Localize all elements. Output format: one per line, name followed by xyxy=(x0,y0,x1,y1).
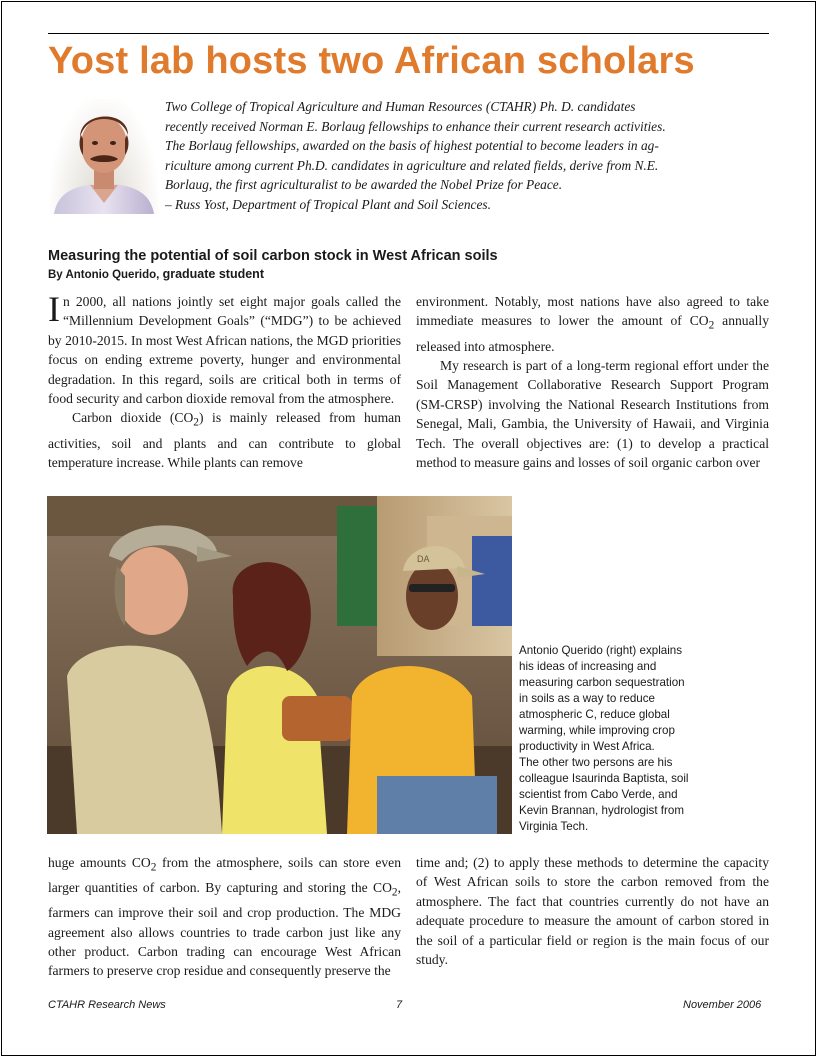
caption-line: The other two persons are his xyxy=(519,756,673,769)
paragraph-text: from the atmosphere, soils can store even larger quantities of carbon. By capturing and storing the CO xyxy=(48,855,401,896)
caption-line: Kevin Brannan, hydrologist from xyxy=(519,804,684,817)
caption-line: in soils as a way to reduce xyxy=(519,692,655,705)
paragraph: My research is part of a long-term regional effort under the Soil Management Collaborative Research Support Program (SM-CRSP) involving the National Research Institutions from Senegal, Mali, Gambia, the University of Hawaii, and Virginia Tech. The overall objectives are: (1) to develop a practical method to measure gains and losses of soil organic carbon over xyxy=(416,357,769,470)
subscript: 2 xyxy=(193,417,199,430)
caption-line: warming, while improving crop xyxy=(519,724,675,737)
paragraph-text: huge amounts CO xyxy=(48,855,151,870)
paragraph xyxy=(48,853,401,981)
header-rule xyxy=(48,33,769,34)
subscript: 2 xyxy=(391,886,398,899)
drop-cap: I xyxy=(48,289,60,329)
article-column-3 xyxy=(48,853,401,981)
paragraph-text: n 2000, all nations jointly set eight major goals called the “Millennium Development Goals” (“MDG”) to be achieved by 2010-2015. In most West African nations, the MGD priorities focus on ending extreme poverty, hunger and environmental degradation. In this regard, soils are critical both in terms of food security and carbon dioxide removal from the atmosphere. xyxy=(48,294,401,407)
article-column-1 xyxy=(48,289,401,472)
footer-publication: CTAHR Research News xyxy=(48,999,166,1011)
byline-author: By Antonio Querido, xyxy=(48,269,163,281)
intro-attribution: – Russ Yost, Department of Tropical Plant and Soil Sciences. xyxy=(165,196,491,212)
intro-line: recently received Norman E. Borlaug fellowships to enhance their current research activities. xyxy=(165,118,666,134)
subscript: 2 xyxy=(150,861,157,874)
subscript: 2 xyxy=(708,320,715,333)
cap-lettering: DA xyxy=(417,554,430,564)
caption-line: measuring carbon sequestration xyxy=(519,676,685,689)
byline-role: graduate student xyxy=(162,267,264,281)
article-title: Measuring the potential of soil carbon stock in West African soils xyxy=(48,248,498,264)
byline xyxy=(48,267,264,281)
field-photo xyxy=(47,496,512,834)
article-column-4 xyxy=(416,853,769,969)
page-title: Yost lab hosts two African scholars xyxy=(48,40,695,82)
intro-line: Two College of Tropical Agriculture and Human Resources (CTAHR) Ph. D. candidates xyxy=(165,99,636,114)
paragraph xyxy=(48,289,401,408)
paragraph xyxy=(416,292,769,356)
intro-blurb xyxy=(165,97,773,214)
caption-line: atmospheric C, reduce global xyxy=(519,708,670,721)
caption-line: productivity in West Africa. xyxy=(519,740,655,753)
footer-page-number: 7 xyxy=(396,999,403,1011)
caption-line: his ideas of increasing and xyxy=(519,660,657,673)
caption-line: Antonio Querido (right) explains xyxy=(519,644,683,657)
article-column-2 xyxy=(416,292,769,472)
paragraph-text: , farmers can improve their soil and crop production. The MDG agreement also allows countries to trade carbon just like any other product. Carbon trading can encourage West African farmers to preserve crop residue and consequently preserve the xyxy=(48,880,401,979)
caption-line: scientist from Cabo Verde, and xyxy=(519,788,678,801)
intro-line: Borlaug, the first agriculturalist to be awarded the Nobel Prize for Peace. xyxy=(165,177,563,192)
intro-line: riculture among current Ph.D. candidates in agriculture and related fields, derive from N.E. xyxy=(165,157,659,173)
paragraph-text: Carbon dioxide (CO xyxy=(72,410,194,426)
paragraph-text: annually released into atmosphere. xyxy=(416,313,769,354)
intro-line: The Borlaug fellowships, awarded on the basis of highest potential to become leaders in ag- xyxy=(165,138,659,153)
caption-line: colleague Isaurinda Baptista, soil xyxy=(519,772,689,785)
footer-date: November 2006 xyxy=(683,999,762,1011)
paragraph xyxy=(48,408,401,472)
caption-line: Virginia Tech. xyxy=(519,820,589,833)
portrait-photo xyxy=(50,99,158,214)
photo-caption xyxy=(519,643,749,835)
paragraph-text: environment. Notably, most nations have also agreed to take immediate measures to lower the amount of CO xyxy=(416,294,769,329)
paragraph-text: ) is mainly released from human activities, soil and plants and can contribute to global temperature increase. While plants can remove xyxy=(48,410,401,470)
paragraph: time and; (2) to apply these methods to determine the capacity of West African soils to store the carbon removed from the atmosphere. The fact that countries currently do not have an adequate procedure to measure the amount of carbon stored in the soil of a particular field or region is the main focus of our study. xyxy=(416,855,769,968)
